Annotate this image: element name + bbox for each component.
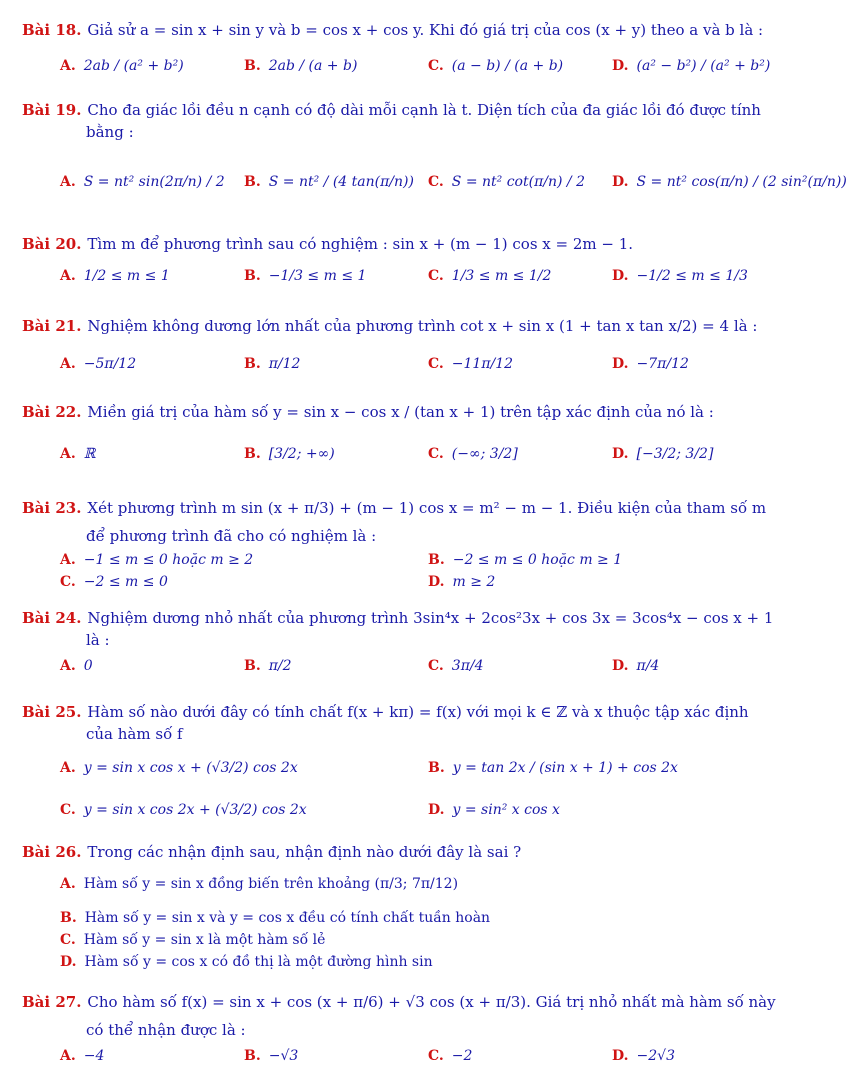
question-text-continued: có thể nhận được là : <box>86 1021 246 1039</box>
option-b[interactable]: B. [3/2; +∞) <box>244 446 335 462</box>
option-d[interactable]: D. y = sin² x cos x <box>428 802 560 818</box>
question-text: Tìm m để phương trình sau có nghiệm : sin x + (m − 1) cos x = 2m − 1. <box>87 235 634 253</box>
option-a[interactable]: A. Hàm số y = sin x đồng biến trên khoảng (π/3; 7π/12) <box>60 876 459 892</box>
question-text: Cho hàm số f(x) = sin x + cos (x + π/6) + √3 cos (x + π/3). Giá trị nhỏ nhất mà hàm số này <box>87 993 776 1011</box>
question-text: Xét phương trình m sin (x + π/3) + (m − 1) cos x = m² − m − 1. Điều kiện của tham số m <box>87 499 767 517</box>
question-text: Nghiệm dương nhỏ nhất của phương trình 3sin⁴x + 2cos²3x + cos 3x = 3cos⁴x − cos x + 1 <box>87 609 774 627</box>
option-c[interactable]: C. 3π/4 <box>428 658 484 674</box>
option-d[interactable]: D. [−3/2; 3/2] <box>612 446 714 462</box>
question-24 <box>22 608 786 628</box>
question-text-continued: bằng : <box>86 123 134 141</box>
option-c[interactable]: C. S = nt² cot(π/n) / 2 <box>428 174 585 190</box>
question-number: Bài 26. <box>22 843 82 861</box>
question-number: Bài 19. <box>22 101 82 119</box>
question-text: Miền giá trị của hàm số y = sin x − cos x / (tan x + 1) trên tập xác định của nó là : <box>87 403 714 421</box>
option-a[interactable]: A. −1 ≤ m ≤ 0 hoặc m ≥ 2 <box>60 552 254 568</box>
question-text: Giả sử a = sin x + sin y và b = cos x + cos y. Khi đó giá trị của cos (x + y) theo a và b là : <box>87 21 764 39</box>
question-number: Bài 27. <box>22 993 82 1011</box>
option-d[interactable]: D. −7π/12 <box>612 356 689 372</box>
option-a[interactable]: A. S = nt² sin(2π/n) / 2 <box>60 174 225 190</box>
question-number: Bài 18. <box>22 21 82 39</box>
question-number: Bài 23. <box>22 499 82 517</box>
question-text: Trong các nhận định sau, nhận định nào dưới đây là sai ? <box>87 843 522 861</box>
question-21 <box>22 316 786 336</box>
option-b[interactable]: B. Hàm số y = sin x và y = cos x đều có tính chất tuần hoàn <box>60 910 491 926</box>
option-d[interactable]: D. −2√3 <box>612 1048 675 1064</box>
question-25 <box>22 702 786 722</box>
option-a[interactable]: A. −4 <box>60 1048 105 1064</box>
option-c[interactable]: C. −11π/12 <box>428 356 514 372</box>
option-d[interactable]: D. −1/2 ≤ m ≤ 1/3 <box>612 268 748 284</box>
option-c[interactable]: C. 1/3 ≤ m ≤ 1/2 <box>428 268 552 284</box>
question-26 <box>22 842 786 862</box>
question-18 <box>22 20 786 40</box>
option-b[interactable]: B. S = nt² / (4 tan(π/n)) <box>244 174 414 190</box>
question-number: Bài 21. <box>22 317 82 335</box>
option-d[interactable]: D. m ≥ 2 <box>428 574 496 590</box>
option-c[interactable]: C. (a − b) / (a + b) <box>428 58 564 74</box>
option-a[interactable]: A. −5π/12 <box>60 356 137 372</box>
question-19 <box>22 100 786 120</box>
option-a[interactable]: A. y = sin x cos x + (√3/2) cos 2x <box>60 760 298 776</box>
option-a[interactable]: A. ℝ <box>60 446 96 462</box>
option-a[interactable]: A. 1/2 ≤ m ≤ 1 <box>60 268 170 284</box>
option-c[interactable]: C. y = sin x cos 2x + (√3/2) cos 2x <box>60 802 307 818</box>
option-d[interactable]: D. (a² − b²) / (a² + b²) <box>612 58 771 74</box>
option-a[interactable]: A. 2ab / (a² + b²) <box>60 58 184 74</box>
question-text-continued: của hàm số f <box>86 725 183 743</box>
question-23 <box>22 498 786 518</box>
option-c[interactable]: C. (−∞; 3/2] <box>428 446 518 462</box>
option-b[interactable]: B. π/12 <box>244 356 301 372</box>
option-b[interactable]: B. −1/3 ≤ m ≤ 1 <box>244 268 367 284</box>
option-b[interactable]: B. π/2 <box>244 658 292 674</box>
question-27 <box>22 992 786 1012</box>
question-number: Bài 22. <box>22 403 82 421</box>
option-b[interactable]: B. 2ab / (a + b) <box>244 58 358 74</box>
question-number: Bài 20. <box>22 235 82 253</box>
question-text: Nghiệm không dương lớn nhất của phương trình cot x + sin x (1 + tan x tan x/2) = 4 là : <box>87 317 758 335</box>
option-c[interactable]: C. Hàm số y = sin x là một hàm số lẻ <box>60 932 326 948</box>
option-d[interactable]: D. Hàm số y = cos x có đồ thị là một đường hình sin <box>60 954 433 970</box>
option-b[interactable]: B. −2 ≤ m ≤ 0 hoặc m ≥ 1 <box>428 552 623 568</box>
question-text-continued: là : <box>86 631 110 649</box>
question-20 <box>22 234 786 254</box>
question-text-continued: để phương trình đã cho có nghiệm là : <box>86 527 377 545</box>
option-c[interactable]: C. −2 ≤ m ≤ 0 <box>60 574 168 590</box>
question-text: Cho đa giác lồi đều n cạnh có độ dài mỗi cạnh là t. Diện tích của đa giác lồi đó được tính <box>87 101 761 119</box>
option-c[interactable]: C. −2 <box>428 1048 473 1064</box>
option-d[interactable]: D. S = nt² cos(π/n) / (2 sin²(π/n)) <box>612 174 847 190</box>
question-text: Hàm số nào dưới đây có tính chất f(x + kπ) = f(x) với mọi k ∈ ℤ và x thuộc tập xác định <box>87 703 749 721</box>
question-22 <box>22 402 786 422</box>
question-number: Bài 25. <box>22 703 82 721</box>
question-number: Bài 24. <box>22 609 82 627</box>
option-b[interactable]: B. −√3 <box>244 1048 299 1064</box>
option-a[interactable]: A. 0 <box>60 658 93 674</box>
option-b[interactable]: B. y = tan 2x / (sin x + 1) + cos 2x <box>428 760 678 776</box>
option-d[interactable]: D. π/4 <box>612 658 660 674</box>
